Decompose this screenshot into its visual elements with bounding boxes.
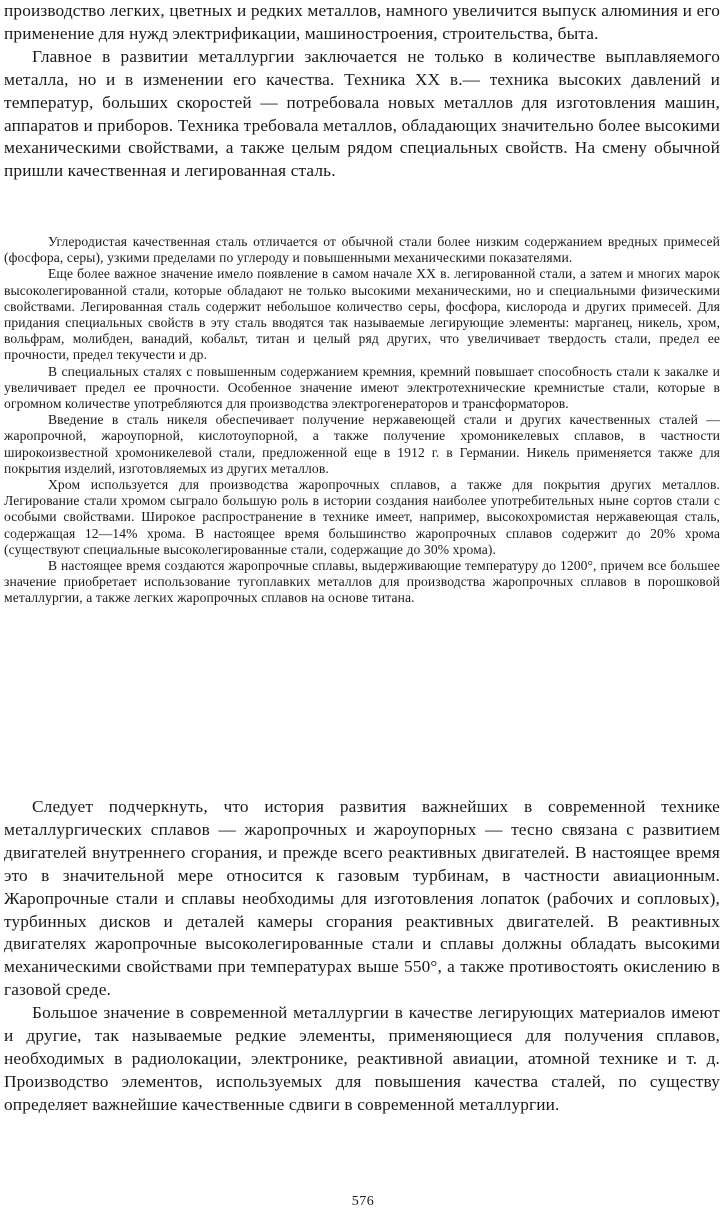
paragraph-rare-elements: Большое значение в современной металлургии в качестве легирующих материалов имеют и другие, так называемые редкие элементы, применяющиеся для получения сплавов, необходимых в радиолокации, электронике, реактивной авиации, атомной технике и т. д. Производство элементов, используемых для повышения качества сталей, по существу определяет важнейшие качественные сдвиги в современной металлургии. [4, 1003, 720, 1114]
paragraph-metallurgy-quality: Главное в развитии металлургии заключается не только в количестве выплавляемого металла, но и в изменении его качества. Техника XX в.— техника высоких давлений и температур, больших скоростей — потребовала новых металлов для изготовления машин, аппаратов и приборов. Техника требовала металлов, обладающих значительно более высокими механическими свойствами, а также целым рядом специальных свойств. На смену обычной пришли качественная и легированная сталь. [4, 46, 720, 181]
paragraph-continued: производство легких, цветных и редких металлов, намного увеличится выпуск алюминия и его применение для нужд электрификации, машиностроения, строительства, быта. [4, 1, 720, 43]
paragraph-nickel: Введение в сталь никеля обеспечивает получение нержавеющей стали и других качественных сталей — жаропрочной, жароупорной, кислотоупорной, а также получение хромоникелевых сплавов, в частности широкоизвестной хромоникелевой стали, предложенной еще в 1912 г. в Германии. Никель применяется также для покрытия изделий, изготовляемых из других металлов. [4, 412, 720, 476]
paragraph-carbon-steel: Углеродистая качественная сталь отличается от обычной стали более низким содержанием вредных примесей (фосфора, серы), узкими пределами по углероду и повышенными механическими показателями. [4, 234, 720, 266]
paragraph-chromium: Хром используется для производства жаропрочных сплавов, а также для покрытия других металлов. Легирование стали хромом сыграло большую роль в истории создания наиболее употребительных ныне сортов стали с особыми свойствами. Широкое распространение в технике имеет, например, высокохромистая нержавеющая сталь, содержащая 12—14% хрома. В настоящее время большинство жаропрочных сплавов содержит до 20% хрома (существуют специальные высоколегированные стали, содержащие до 30% хрома). [4, 477, 720, 557]
paragraph-silicon-steel: В специальных сталях с повышенным содержанием кремния, кремний повышает способность стали к закалке и увеличивает предел ее прочности. Особенное значение имеют электротехнические кремнистые стали, которые в огромном количестве употребляются для производства электрогенераторов и трансформаторов. [4, 363, 720, 412]
main-text-bottom [4, 796, 720, 1117]
small-print-section [4, 234, 720, 607]
main-text-top [4, 0, 720, 183]
page-number: 576 [351, 1194, 375, 1209]
paragraph-jet-engines: Следует подчеркнуть, что история развития важнейших в современной технике металлургических сплавов — жаропрочных и жароупорных — тесно связана с развитием двигателей внутреннего сгорания, и прежде всего реактивных двигателей. В настоящее время это в значительной мере относится к газовым турбинам, в частности авиационным. Жаропрочные стали и сплавы необходимы для изготовления лопаток (рабочих и сопловых), турбинных дисков и деталей камеры сгорания реактивных двигателей. В реактивных двигателях жаропрочные высоколегированные стали и сплавы должны обладать высокими механическими свойствами при температурах выше 550°, а также противостоять окислению в газовой среде. [4, 797, 720, 1000]
paragraph-alloyed-steel: Еще более важное значение имело появление в самом начале XX в. легированной стали, а затем и многих марок высоколегированной стали, которые обладают не только высокими механическими, но и специальными физическими свойствами. Легированная сталь содержит небольшое количество серы, фосфора, кислорода и других примесей. Для придания специальных свойств в эту сталь вводятся так называемые легирующие элементы: марганец, никель, хром, вольфрам, молибден, ванадий, кобальт, титан и целый ряд других, что увеличивает твердость стали, предел ее прочности, предел текучести и др. [4, 266, 720, 363]
paragraph-heat-resistant-alloys: В настоящее время создаются жаропрочные сплавы, выдерживающие температуру до 1200°, причем все большее значение приобретает использование тугоплавких металлов для производства жаропрочных сплавов в порошковой металлургии, а также легких жаропрочных сплавов на основе титана. [4, 558, 720, 606]
